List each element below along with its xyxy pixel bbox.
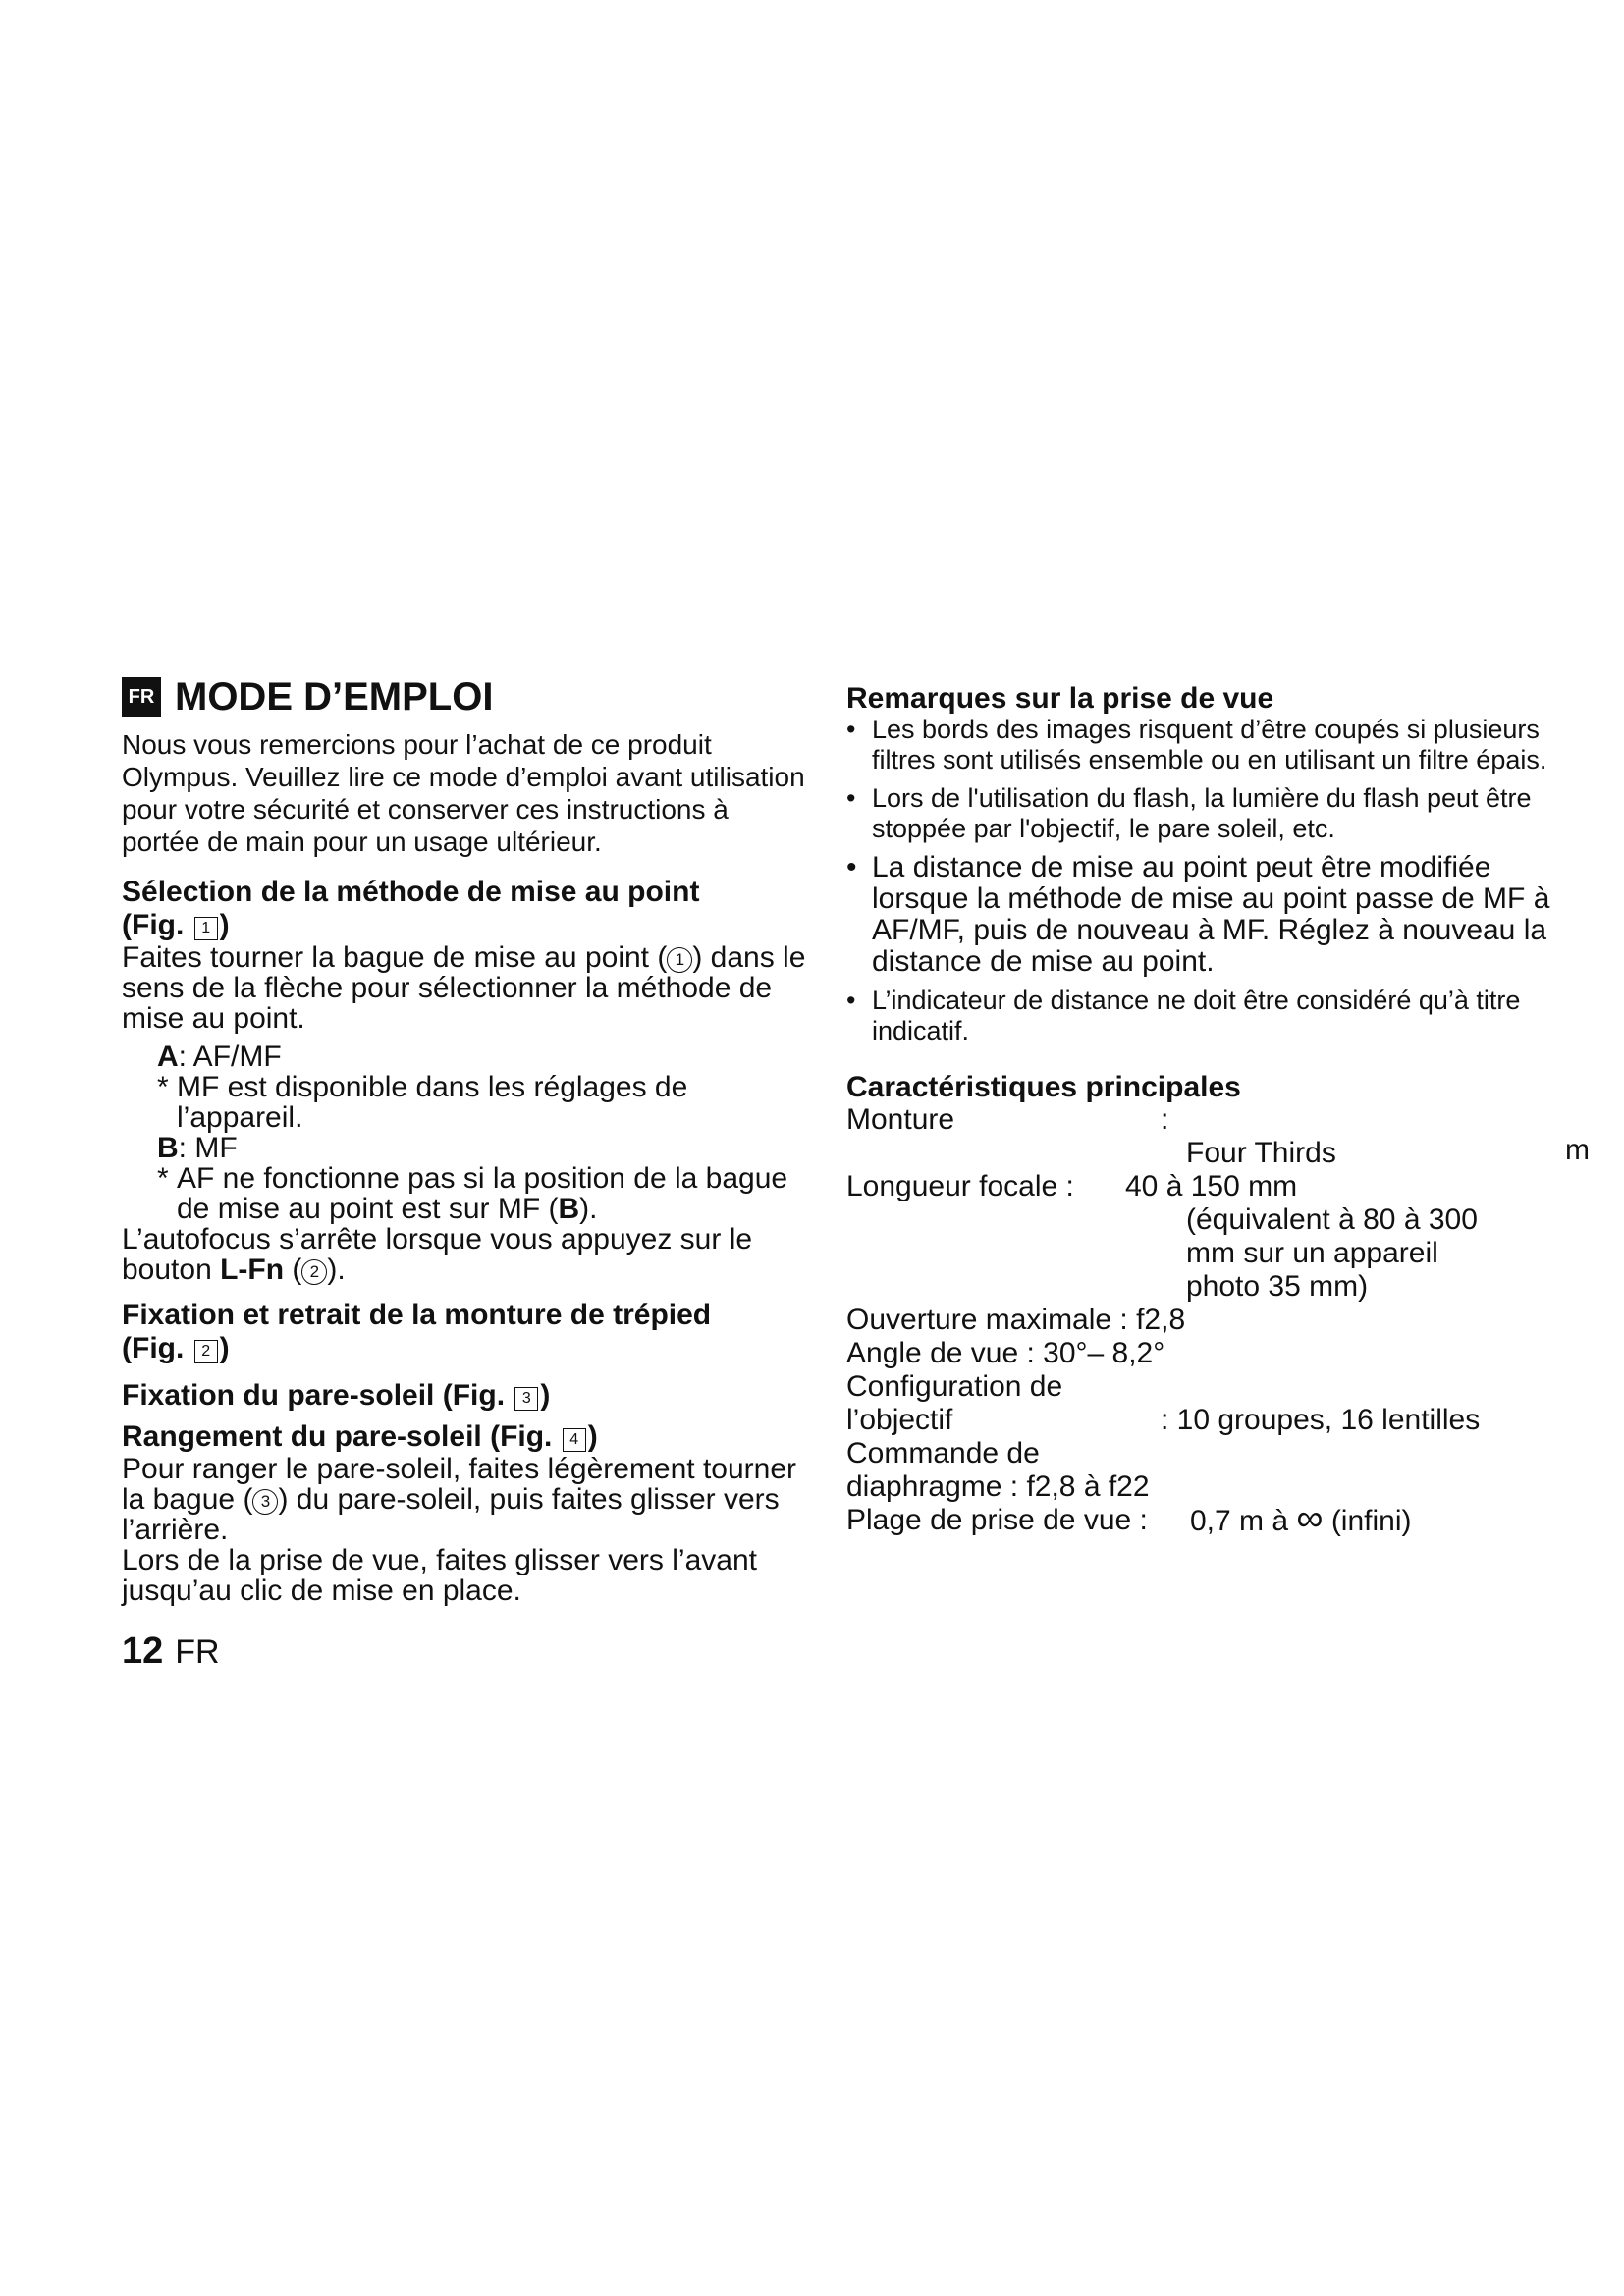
figure-ref-4: 4 [563,1428,586,1452]
remark-item: • L’indicateur de distance ne doit être considéré qu’à titre indicatif. [846,986,1521,1045]
spec-row-config-label: Configuration de [846,1370,1063,1403]
hood-storage-paragraph: Pour ranger le pare-soleil, faites légèrement tourner la bague ( 3 ) du pare-soleil, puis faites glisser vers l’arrière. [122,1453,797,1546]
section-heading-hood-storage: Rangement du pare-soleil (Fig. 4 ) [122,1420,598,1453]
page-title: MODE D’EMPLOI [175,674,494,719]
spec-row-diaphragm-label: Commande de [846,1437,1040,1469]
right-column [846,683,1553,1537]
callout-circle-2: 2 [301,1259,327,1285]
remark-item: • Les bords des images risquent d’être coupés si plusieurs filtres sont utilisés ensemble ou en utilisant un filtre épais. [846,715,1547,774]
spec-row-range: Plage de prise de vue : 0,7 m à ∞ (infini) [846,1498,1412,1539]
mode-a-line: A: AF/MF [157,1041,282,1073]
spec-row-aperture: Ouverture maximale : f2,8 [846,1304,1186,1336]
infinity-symbol: ∞ [1296,1498,1324,1539]
hood-usage-paragraph: Lors de la prise de vue, faites glisser vers l’avant jusqu’au clic de mise en place. [122,1544,757,1607]
autofocus-paragraph: L’autofocus s’arrête lorsque vous appuyez sur le bouton L-Fn ( 2 ). [122,1223,753,1286]
section-heading-specs: Caractéristiques principales [846,1071,1241,1103]
mode-b-line: B: MF [157,1132,238,1164]
section-heading-remarks: Remarques sur la prise de vue [846,682,1274,715]
cut-off-text-fragment: m [1565,1134,1590,1166]
spec-list [846,1103,1553,1537]
section-focus-method [122,876,809,1285]
remark-item: • La distance de mise au point peut être modifiée lorsque la méthode de mise au point passe de MF à AF/MF, puis de nouveau à MF. Réglez à nouveau la distance de mise au point. [846,851,1550,978]
callout-circle-3: 3 [252,1489,278,1515]
page-footer [122,1630,220,1673]
title-row [122,671,809,722]
section-heading-focus-method: Sélection de la méthode de mise au point (Fig. 1 ) [122,876,700,941]
section-heading-hood-attach: Fixation du pare-soleil (Fig. 3 ) [122,1379,551,1412]
language-badge: FR [122,677,161,717]
spec-row-angle: Angle de vue : 30°– 8,2° [846,1337,1165,1369]
spec-row-mount: Monture : [846,1103,1169,1136]
page-language: FR [175,1633,220,1671]
page-number: 12 [122,1630,164,1672]
figure-ref-1: 1 [194,917,218,940]
mode-b-note: * AF ne fonctionne pas si la position de la bague de mise au point est sur MF (B). [157,1162,788,1225]
spec-note-focal: (équivalent à 80 à 300 mm sur un appareil photo 35 mm) [1186,1203,1478,1303]
spec-row-config: l’objectif : 10 groupes, 16 lentilles [846,1404,1481,1436]
callout-circle-1: 1 [667,947,692,973]
spec-value-mount: Four Thirds [1186,1137,1336,1169]
section-heading-tripod: Fixation et retrait de la monture de trépied (Fig. 2 ) [122,1299,712,1364]
focus-method-paragraph: Faites tourner la bague de mise au point ( 1 ) dans le sens de la flèche pour sélectionner la méthode de mise au point. [122,941,806,1035]
intro-paragraph: Nous vous remercions pour l’achat de ce produit Olympus. Veuillez lire ce mode d’emploi avant utilisation pour votre sécurité et conserver ces instructions à portée de main pour un usage ultérieur. [122,729,805,857]
remark-item: • Lors de l'utilisation du flash, la lumière du flash peut être stoppée par l'objectif, le pare soleil, etc. [846,783,1532,843]
figure-ref-3: 3 [514,1387,538,1411]
spec-row-focal: Longueur focale : 40 à 150 mm [846,1170,1298,1202]
left-column [122,671,809,1606]
figure-ref-2: 2 [194,1340,218,1363]
spec-row-diaphragm: diaphragme : f2,8 à f22 [846,1470,1150,1503]
mode-a-note: * MF est disponible dans les réglages de l’appareil. [157,1071,688,1134]
